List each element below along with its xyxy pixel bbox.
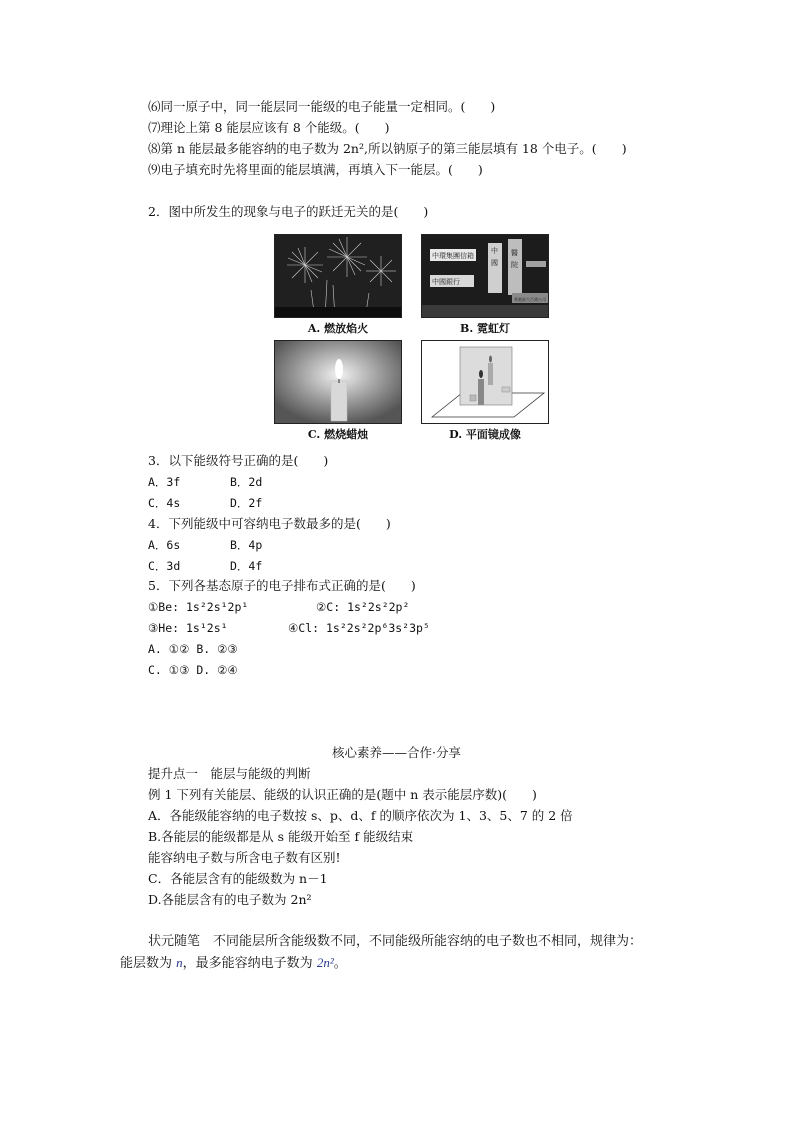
q5-choices-ab: A. ①② B. ②③ xyxy=(148,642,238,656)
q5-option-4: ④Cl: 1s²2s²2p⁶3s²3p⁵ xyxy=(288,621,430,635)
example-1-option-a: A．各能级能容纳的电子数按 s、p、d、f 的顺序依次为 1、3、5、7 的 2 倍 xyxy=(148,808,573,823)
q4-stem: 4．下列能级中可容纳电子数最多的是( ) xyxy=(148,516,391,531)
tip-line-2-c: 。 xyxy=(333,956,347,971)
item-8: ⑻第 n 能层最多能容纳的电子数为 2n²,所以钠原子的第三能层填有 18 个电子。( ) xyxy=(148,141,627,156)
item-9: ⑼电子填充时先将里面的能层填满，再填入下一能层。( ) xyxy=(148,162,483,177)
q3-option-b: B．2d xyxy=(230,475,263,489)
item-6: ⑹同一原子中，同一能层同一能级的电子能量一定相同。( ) xyxy=(148,99,496,114)
caption-d: D. 平面镜成像 xyxy=(449,428,521,441)
q3-option-c: C．4s xyxy=(148,496,181,510)
section-point: 提升点一 能层与能级的判断 xyxy=(148,766,311,781)
neon-sign-char-2: 國 xyxy=(491,259,498,267)
neon-sign-image xyxy=(421,234,549,318)
caption-c: C. 燃烧蜡烛 xyxy=(307,428,369,441)
q3-option-a: A．3f xyxy=(148,475,181,489)
tip-n: n xyxy=(176,955,183,970)
q4-option-d: D．4f xyxy=(230,559,263,573)
section-title: 核心素养——合作·分享 xyxy=(332,745,461,760)
neon-sign-char-1: 中 xyxy=(491,247,498,255)
q4-option-a: A．6s xyxy=(148,538,181,552)
q2-stem: 2．图中所发生的现象与电子的跃迁无关的是( ) xyxy=(148,204,429,219)
tip-line-1: 状元随笔 不同能层所含能级数不同，不同能级所能容纳的电子数也不相同，规律为： xyxy=(148,934,643,949)
example-1-option-d: D.各能层含有的电子数为 2n² xyxy=(148,892,312,907)
neon-sign-text-3: 香港最大百貨公司 xyxy=(514,297,546,302)
neon-sign-char-4: 院 xyxy=(511,261,518,269)
example-1-option-b: B.各能层的能级都是从 s 能级开始至 f 能级结束 xyxy=(148,829,414,844)
tip-line-2-a: 能层数为 xyxy=(120,956,173,971)
q5-choices-cd: C. ①③ D. ②④ xyxy=(148,663,238,677)
q4-option-b: B．4p xyxy=(230,538,263,552)
neon-sign-char-3: 醫 xyxy=(511,249,518,257)
item-7: ⑺理论上第 8 能层应该有 8 个能级。( ) xyxy=(148,120,390,135)
margin-note: 能容纳电子数与所含电子数有区别! xyxy=(148,850,341,865)
example-1-option-c: C．各能层含有的能级数为 n－1 xyxy=(148,871,328,886)
example-1-stem: 例 1 下列有关能层、能级的认识正确的是(题中 n 表示能层序数)( ) xyxy=(148,787,537,802)
q3-option-d: D．2f xyxy=(230,496,263,510)
candle-image xyxy=(274,340,402,424)
mirror-image xyxy=(421,340,549,424)
q5-stem: 5．下列各基态原子的电子排布式正确的是( ) xyxy=(148,578,416,593)
q5-option-1: ①Be: 1s²2s¹2p¹ xyxy=(148,600,249,614)
neon-sign-text-2: 中國銀行 xyxy=(432,278,460,286)
tip-line-2-b: ，最多能容纳电子数为 xyxy=(182,956,313,971)
caption-a: A. 燃放焰火 xyxy=(307,322,369,335)
caption-b: B. 霓虹灯 xyxy=(460,322,510,335)
q3-stem: 3．以下能级符号正确的是( ) xyxy=(148,453,329,468)
q5-option-2: ②C: 1s²2s²2p² xyxy=(316,600,410,614)
tip-2n2: 2n² xyxy=(316,955,334,970)
fireworks-image xyxy=(274,234,402,318)
neon-sign-text-1: 中環集團信箱 xyxy=(432,252,474,260)
q5-option-3: ③He: 1s¹2s¹ xyxy=(148,621,228,635)
q4-option-c: C．3d xyxy=(148,559,181,573)
tip-line-2 xyxy=(120,954,347,973)
